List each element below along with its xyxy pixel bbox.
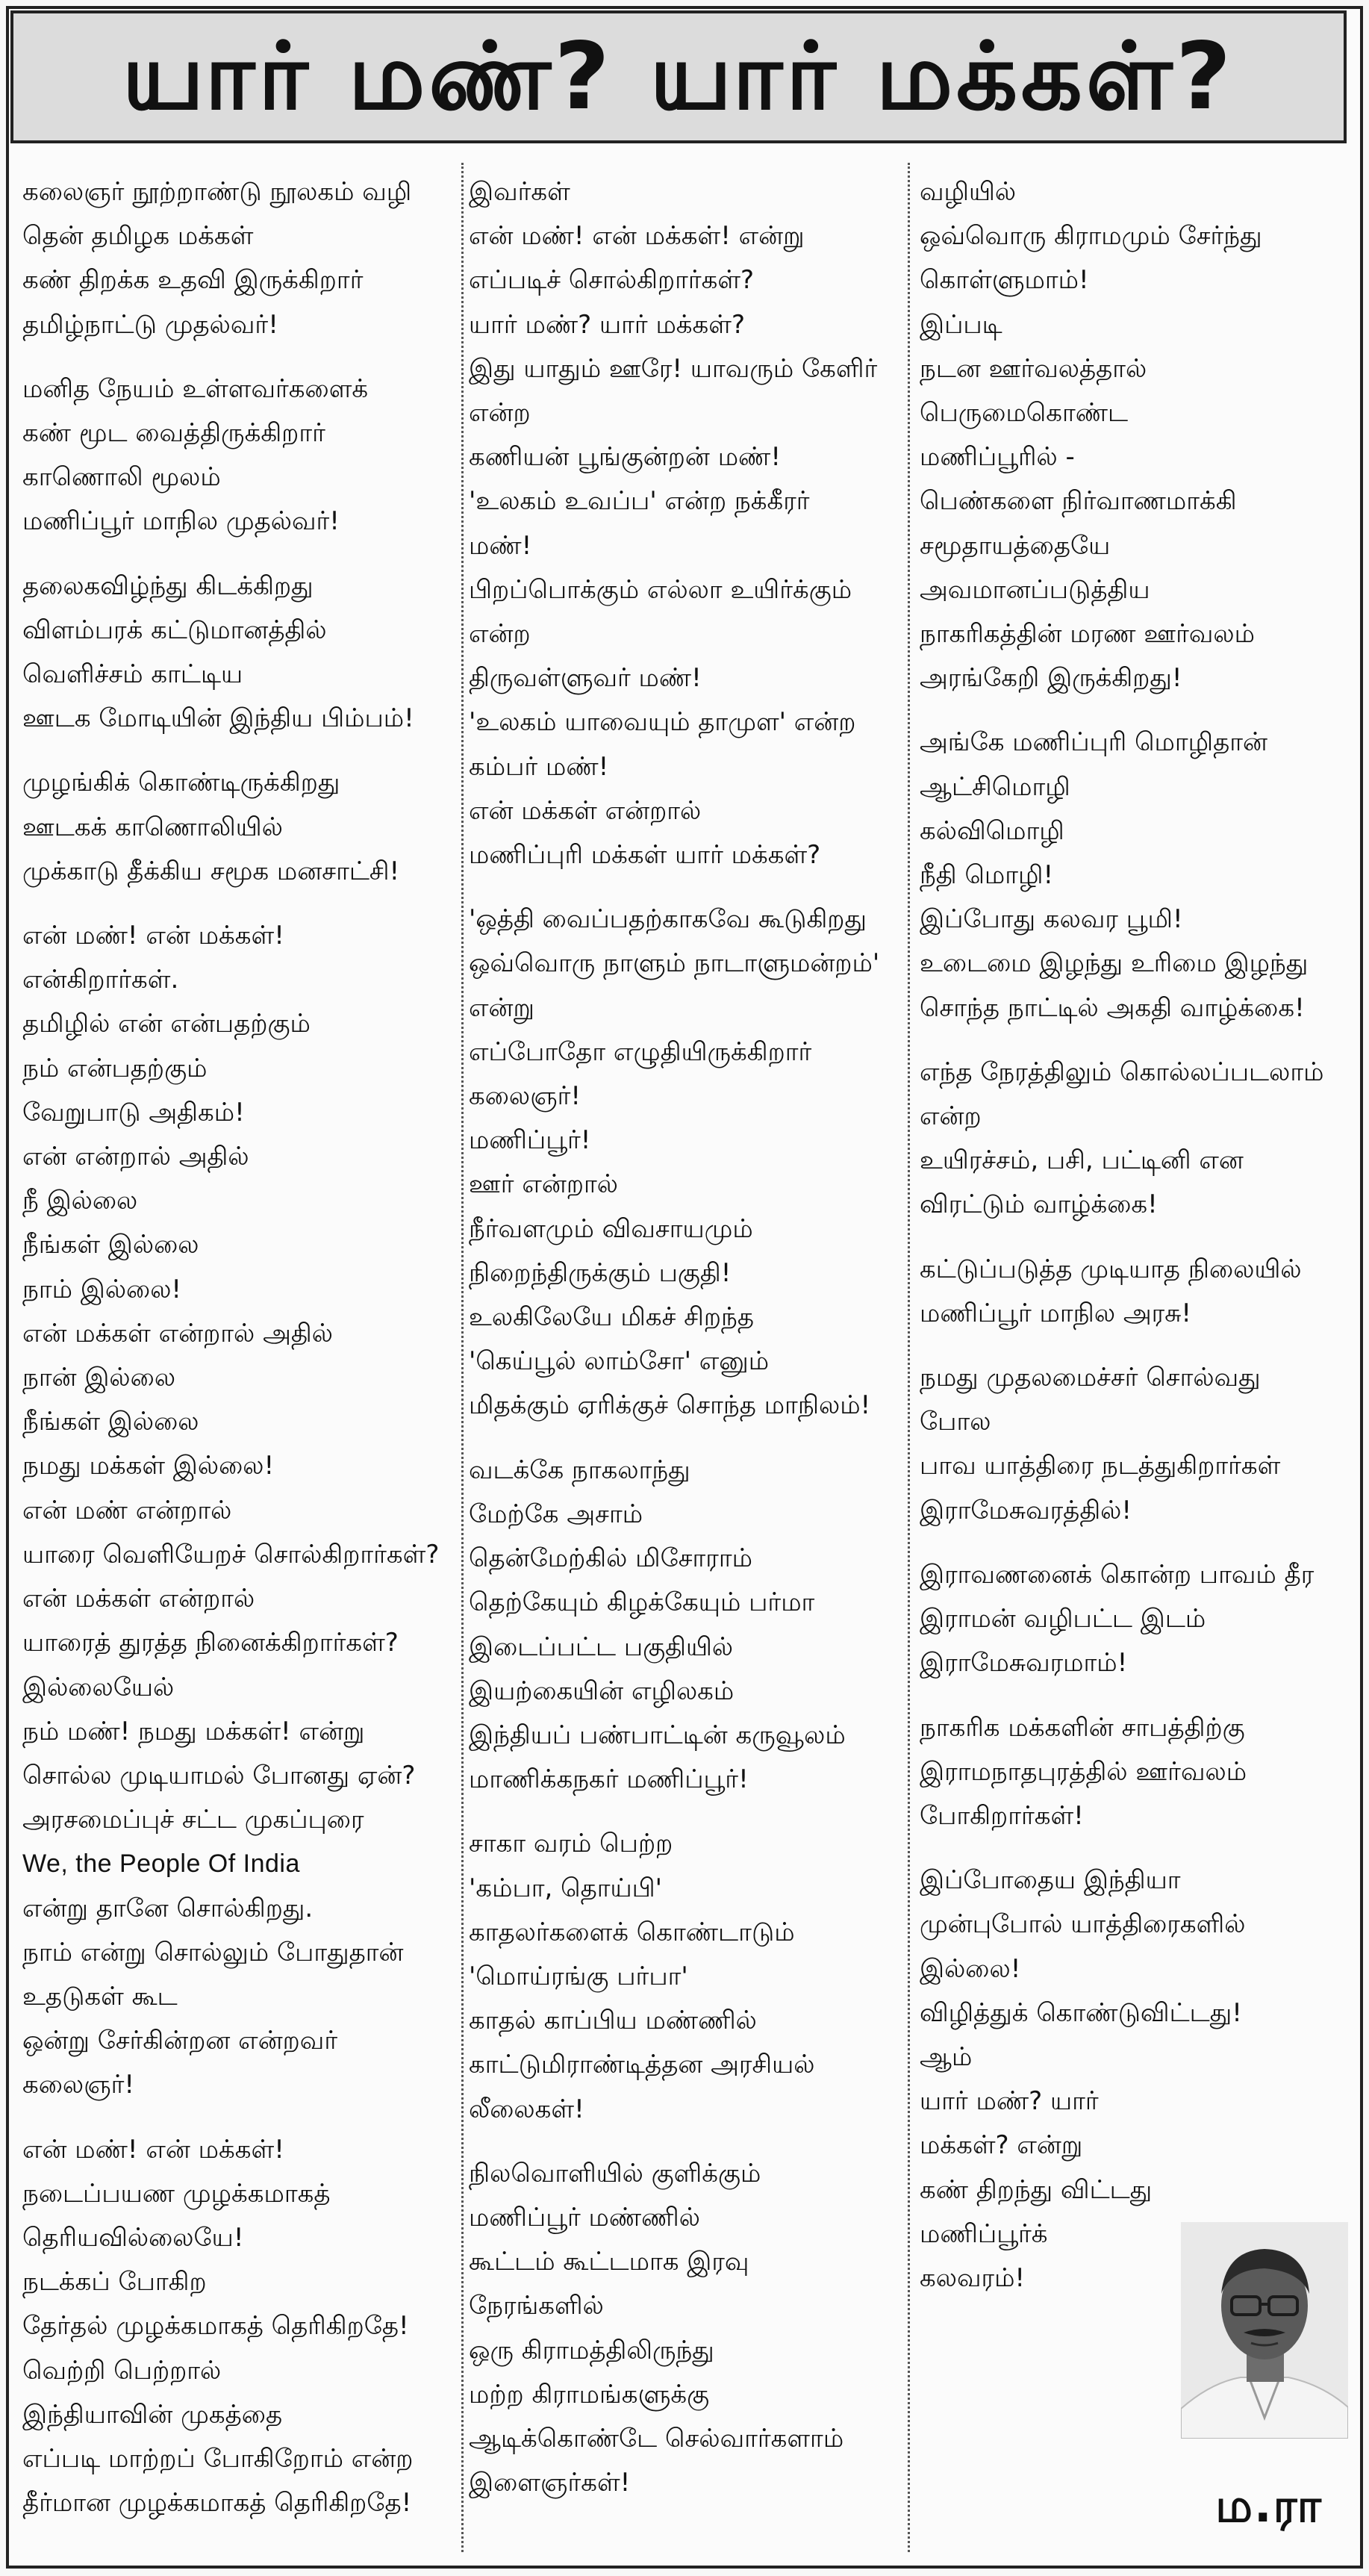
poem-line: பிறப்பொக்கும் எல்லா உயிர்க்கும் bbox=[469, 574, 852, 605]
stanza bbox=[920, 1706, 1338, 1839]
stanza bbox=[22, 170, 470, 347]
poem-line: கட்டுப்படுத்த முடியாத நிலையில் bbox=[920, 1254, 1302, 1284]
poem-line: என்று bbox=[469, 992, 534, 1023]
poem-line: என்று தானே சொல்கிறது. bbox=[22, 1893, 314, 1923]
poem-line: ஒன்று சேர்கின்றன என்றவர் bbox=[22, 2026, 338, 2056]
poem-line: சமூதாயத்தையே bbox=[920, 530, 1111, 561]
poem-line: இவர்கள் bbox=[469, 177, 570, 207]
poem-line: இடைப்பட்ட பகுதியில் bbox=[469, 1631, 734, 1662]
poem-line: தமிழ்நாட்டு முதல்வர்! bbox=[22, 309, 278, 340]
poem-line: வெற்றி பெற்றால் bbox=[22, 2355, 222, 2386]
poem-line: பெருமைகொண்ட bbox=[920, 398, 1129, 429]
poem-line: என் மக்கள் என்றால் bbox=[469, 795, 702, 826]
poem-line: அரங்கேறி இருக்கிறது! bbox=[920, 663, 1182, 694]
poem-line: மணிப்பூர்க் bbox=[920, 2218, 1048, 2249]
poem-line: தீர்மான முழக்கமாகத் தெரிகிறதே! bbox=[22, 2488, 412, 2519]
poem-line: என் மண் என்றால் bbox=[22, 1495, 232, 1525]
stanza bbox=[920, 1051, 1338, 1228]
poem-line: உயிரச்சம், பசி, பட்டினி என bbox=[920, 1145, 1244, 1176]
stanza bbox=[469, 1449, 917, 1802]
poem-line: யார் மண்? யார் மக்கள்? bbox=[469, 309, 746, 340]
poem-line: காணொலி மூலம் bbox=[22, 462, 221, 493]
poem-line: மணிப்பூர்! bbox=[469, 1125, 591, 1156]
poem-line: கல்விமொழி bbox=[920, 815, 1064, 846]
poem-column-1 bbox=[22, 170, 470, 2545]
poem-line: கூட்டம் கூட்டமாக இரவு bbox=[469, 2247, 749, 2277]
stanza bbox=[469, 897, 917, 1428]
poem-line: 'கெய்பூல் லாம்சோ' எனும் bbox=[469, 1346, 770, 1377]
poem-line: மணிப்பூர் மாநில அரசு! bbox=[920, 1298, 1192, 1328]
poem-line: நடன ஊர்வலத்தால் bbox=[920, 353, 1147, 384]
poem-line: கலவரம்! bbox=[920, 2262, 1026, 2293]
poem-line: நான் இல்லை bbox=[22, 1363, 176, 1393]
stanza bbox=[22, 2128, 470, 2526]
poem-line: வெளிச்சம் காட்டிய bbox=[22, 659, 243, 690]
poem-line: தலைகவிழ்ந்து கிடக்கிறது bbox=[22, 570, 314, 601]
poem-line: மண்! bbox=[469, 530, 532, 561]
stanza bbox=[920, 721, 1338, 1030]
poem-line: கலைஞர் நூற்றாண்டு நூலகம் வழி bbox=[22, 177, 412, 207]
poem-line: எப்படி மாற்றப் போகிறோம் என்ற bbox=[22, 2443, 414, 2474]
poem-line: ஆடிக்கொண்டே செல்வார்களாம் bbox=[469, 2423, 844, 2454]
poem-line: அங்கே மணிப்புரி மொழிதான் bbox=[920, 727, 1268, 758]
poem-line: கணியன் பூங்குன்றன் மண்! bbox=[469, 442, 781, 473]
poem-line: இந்தியாவின் முகத்தை bbox=[22, 2399, 283, 2430]
poem-line: கலைஞர்! bbox=[22, 2070, 135, 2100]
stanza bbox=[920, 1553, 1338, 1686]
poem-line: இப்போதைய இந்தியா bbox=[920, 1865, 1181, 1896]
poem-line: விளம்பரக் கட்டுமானத்தில் bbox=[22, 615, 327, 645]
poem-line: நீதி மொழி! bbox=[920, 860, 1054, 891]
page-title: யார் மண்? யார் மக்கள்? bbox=[122, 23, 1235, 131]
poem-line: யாரைத் துரத்த நினைக்கிறார்கள்? bbox=[22, 1628, 399, 1658]
poem-line: கண் திறக்க உதவி இருக்கிறார் bbox=[22, 265, 364, 296]
stanza bbox=[920, 170, 1338, 700]
poem-line: போகிறார்கள்! bbox=[920, 1800, 1084, 1831]
poem-line: யாரை வெளியேறச் சொல்கிறார்கள்? bbox=[22, 1539, 440, 1569]
poem-line: பெண்களை நிர்வாணமாக்கி bbox=[920, 486, 1237, 517]
stanza bbox=[920, 1356, 1338, 1533]
poem-line: மனித நேயம் உள்ளவர்களைக் bbox=[22, 373, 369, 404]
poem-line: உலகிலேயே மிகச் சிறந்த bbox=[469, 1302, 754, 1333]
poem-line: மணிப்பூர் மண்ணில் bbox=[469, 2202, 700, 2233]
poem-line: மிதக்கும் ஏரிக்குச் சொந்த மாநிலம்! bbox=[469, 1390, 871, 1421]
poem-line: நீங்கள் இல்லை bbox=[22, 1407, 199, 1437]
poem-line: யார் மண்? யார் bbox=[920, 2086, 1099, 2117]
poem-line: ஒவ்வொரு நாளும் நாடாளுமன்றம்' bbox=[469, 948, 880, 979]
poem-line: இப்படி bbox=[920, 309, 1002, 340]
poem-line: ஒவ்வொரு கிராமமும் சேர்ந்து bbox=[920, 221, 1262, 252]
poem-line: முக்காடு தீக்கிய சமூக மனசாட்சி! bbox=[22, 856, 400, 886]
poem-line: மற்ற கிராமங்களுக்கு bbox=[469, 2379, 710, 2409]
poem-line: நாம் என்று சொல்லும் போதுதான் bbox=[22, 1937, 404, 1967]
poem-line: இராமநாதபுரத்தில் ஊர்வலம் bbox=[920, 1756, 1247, 1787]
poem-line: ஊடக மோடியின் இந்திய பிம்பம்! bbox=[22, 703, 414, 734]
poem-line: தெரியவில்லையே! bbox=[22, 2222, 244, 2253]
poem-line: நீங்கள் இல்லை bbox=[22, 1230, 199, 1260]
poem-line: இளைஞர்கள்! bbox=[469, 2468, 631, 2498]
poem-line: என் மண்! என் மக்கள்! என்று bbox=[469, 221, 805, 252]
poem-line: முழங்கிக் கொண்டிருக்கிறது bbox=[22, 768, 340, 798]
poem-line: நம் என்பதற்கும் bbox=[22, 1053, 208, 1083]
poem-line: ஆட்சிமொழி bbox=[920, 771, 1070, 802]
poem-line: இயற்கையின் எழிலகம் bbox=[469, 1676, 735, 1706]
poem-line: இது யாதும் ஊரே! யாவரும் கேளிர் bbox=[469, 353, 878, 384]
poem-line: 'ஒத்தி வைப்பதற்காகவே கூடுகிறது bbox=[469, 904, 867, 935]
poem-line: எப்போதோ எழுதியிருக்கிறார் bbox=[469, 1036, 812, 1067]
stanza bbox=[22, 564, 470, 741]
poem-line: சொல்ல முடியாமல் போனது ஏன்? bbox=[22, 1760, 416, 1791]
poem-line: போல bbox=[920, 1407, 991, 1437]
poem-line: நம் மண்! நமது மக்கள்! என்று bbox=[22, 1716, 365, 1746]
poem-line: என்கிறார்கள். bbox=[22, 965, 179, 995]
poem-line: தென் தமிழக மக்கள் bbox=[22, 221, 254, 252]
poem-line: மணிப்பூரில் - bbox=[920, 442, 1075, 473]
stanza bbox=[469, 1822, 917, 2131]
poem-line: மாணிக்கநகர் மணிப்பூர்! bbox=[469, 1764, 749, 1795]
poem-line: வடக்கே நாகலாந்து bbox=[469, 1455, 690, 1485]
poem-line: ஆம் bbox=[920, 2041, 973, 2072]
poem-line: நேரங்களில் bbox=[469, 2291, 604, 2321]
poem-line: நாகரிக மக்களின் சாபத்திற்கு bbox=[920, 1712, 1245, 1743]
poem-line: நமது முதலமைச்சர் சொல்வது bbox=[920, 1363, 1261, 1393]
poem-line: இராவணனைக் கொன்ற பாவம் தீர bbox=[920, 1559, 1315, 1590]
poem-line: முன்புபோல் யாத்திரைகளில் bbox=[920, 1909, 1246, 1940]
poem-line: விழித்துக் கொண்டுவிட்டது! bbox=[920, 1997, 1242, 2028]
poem-line: நடைப்பயண முழக்கமாகத் bbox=[22, 2178, 331, 2209]
poem-line: தெற்கேயும் கிழக்கேயும் பர்மா bbox=[469, 1587, 815, 1618]
poem-line: கம்பர் மண்! bbox=[469, 751, 609, 782]
poem-line: இல்லை! bbox=[920, 1953, 1021, 1984]
poem-line: மணிப்பூர் மாநில முதல்வர்! bbox=[22, 506, 340, 537]
poem-line: இப்போது கலவர பூமி! bbox=[920, 904, 1183, 935]
poem-line: எந்த நேரத்திலும் கொல்லப்படலாம் bbox=[920, 1057, 1324, 1087]
poem-line: அவமானப்படுத்திய bbox=[920, 574, 1150, 605]
poem-line: சொந்த நாட்டில் அகதி வாழ்க்கை! bbox=[920, 992, 1305, 1023]
stanza bbox=[22, 367, 470, 544]
author-signature: ம.ரா bbox=[1215, 2478, 1323, 2533]
poem-column-3 bbox=[920, 170, 1338, 2321]
poem-line: கண் மூட வைத்திருக்கிறார் bbox=[22, 418, 325, 449]
poem-column-2 bbox=[469, 170, 917, 2525]
stanza bbox=[469, 170, 917, 877]
poem-line: என் என்றால் அதில் bbox=[22, 1142, 249, 1172]
poem-line: நாம் இல்லை! bbox=[22, 1274, 182, 1304]
title-banner bbox=[10, 10, 1347, 143]
poem-line: காதல் காப்பிய மண்ணில் bbox=[469, 2006, 757, 2036]
poem-line: வழியில் bbox=[920, 177, 1017, 207]
poem-line: காட்டுமிராண்டித்தன அரசியல் bbox=[469, 2050, 815, 2080]
poem-line: தமிழில் என் என்பதற்கும் bbox=[22, 1009, 311, 1039]
poem-line: 'மொய்ரங்கு பர்பா' bbox=[469, 1961, 688, 1991]
poem-line: நிறைந்திருக்கும் பகுதி! bbox=[469, 1257, 732, 1288]
poem-line: மணிப்புரி மக்கள் யார் மக்கள்? bbox=[469, 840, 821, 871]
poem-line: கொள்ளுமாம்! bbox=[920, 265, 1089, 296]
poem-line: நிலவொளியில் குளிக்கும் bbox=[469, 2158, 761, 2188]
poem-line: விரட்டும் வாழ்க்கை! bbox=[920, 1189, 1158, 1220]
poem-line: ஊடகக் காணொலியில் bbox=[22, 812, 283, 842]
stanza bbox=[469, 2152, 917, 2506]
poem-line: கலைஞர்! bbox=[469, 1081, 581, 1112]
poem-line: 'உலகம் உவப்ப' என்ற நக்கீரர் bbox=[469, 486, 810, 517]
poem-line: தென்மேற்கில் மிசோராம் bbox=[469, 1543, 752, 1574]
poem-line: வேறுபாடு அதிகம்! bbox=[22, 1097, 245, 1127]
poem-line: என் மண்! என் மக்கள்! bbox=[22, 2134, 284, 2165]
stanza bbox=[22, 914, 470, 2107]
poem-line: நடக்கப் போகிற bbox=[22, 2267, 207, 2297]
poem-line: சாகா வரம் பெற்ற bbox=[469, 1829, 673, 1859]
poem-line: நமது மக்கள் இல்லை! bbox=[22, 1451, 275, 1481]
poem-line: லீலைகள்! bbox=[469, 2094, 584, 2124]
stanza bbox=[22, 761, 470, 894]
poem-line: இராமேசுவரத்தில்! bbox=[920, 1495, 1132, 1525]
poem-line: என்ற bbox=[469, 398, 531, 429]
poem-line: ஒரு கிராமத்திலிருந்து bbox=[469, 2335, 714, 2365]
poem-line: நீர்வளமும் விவசாயமும் bbox=[469, 1213, 753, 1244]
poem-line: உடைமை இழந்து உரிமை இழந்து bbox=[920, 948, 1309, 979]
poem-line: என் மக்கள் என்றால் அதில் bbox=[22, 1318, 333, 1348]
poem-line: திருவள்ளுவர் மண்! bbox=[469, 663, 702, 694]
poem-line: என் மக்கள் என்றால் bbox=[22, 1584, 255, 1614]
poem-line: மேற்கே அசாம் bbox=[469, 1499, 643, 1529]
poem-line: அரசமைப்புச் சட்ட முகப்புரை bbox=[22, 1805, 364, 1835]
poem-line: நாகரிகத்தின் மரண ஊர்வலம் bbox=[920, 619, 1256, 650]
poem-line: இல்லையேல் bbox=[22, 1672, 175, 1702]
poem-line: இராமன் வழிபட்ட இடம் bbox=[920, 1604, 1206, 1634]
poem-line: 'உலகம் யாவையும் தாமுள' என்ற bbox=[469, 707, 856, 738]
poem-line: காதலர்களைக் கொண்டாடும் bbox=[469, 1917, 795, 1947]
poem-line: கண் திறந்து விட்டது bbox=[920, 2174, 1153, 2205]
poem-line: We, the People Of India bbox=[22, 1849, 300, 1879]
poem-line: மக்கள்? என்று bbox=[920, 2130, 1083, 2161]
poem-line: என்ற bbox=[920, 1101, 982, 1132]
stanza bbox=[920, 1248, 1338, 1336]
poem-line: தேர்தல் முழக்கமாகத் தெரிகிறதே! bbox=[22, 2311, 409, 2342]
poem-line: உதடுகள் கூட bbox=[22, 1981, 178, 2012]
poem-line: என் மண்! என் மக்கள்! bbox=[22, 921, 284, 951]
poem-line: இராமேசுவரமாம்! bbox=[920, 1648, 1128, 1679]
poem-line: பாவ யாத்திரை நடத்துகிறார்கள் bbox=[920, 1451, 1281, 1481]
author-portrait-image bbox=[1181, 2222, 1348, 2439]
portrait-drawing bbox=[1181, 2222, 1348, 2439]
poem-line: ஊர் என்றால் bbox=[469, 1169, 618, 1200]
poem-line: என்ற bbox=[469, 619, 531, 650]
poem-line: நீ இல்லை bbox=[22, 1186, 138, 1216]
poem-line: எப்படிச் சொல்கிறார்கள்? bbox=[469, 265, 755, 296]
poem-line: 'கம்பா, தொய்பி' bbox=[469, 1873, 663, 1903]
poem-line: இந்தியப் பண்பாட்டின் கருவூலம் bbox=[469, 1720, 846, 1750]
